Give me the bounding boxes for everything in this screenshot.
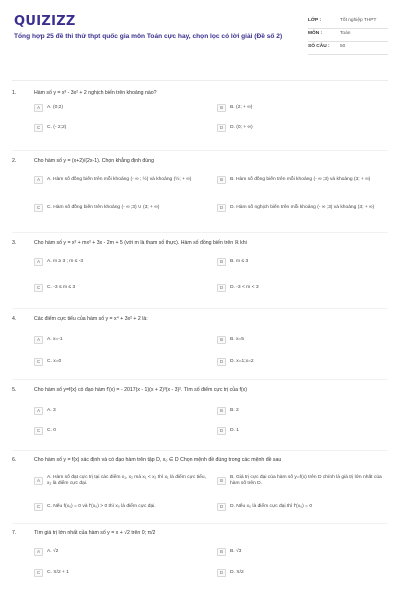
question-number: 6.	[12, 457, 17, 463]
option-letter-box: A	[34, 104, 43, 112]
option-text: C. x=0	[47, 359, 62, 364]
question-divider	[12, 379, 388, 380]
question-number: 3.	[12, 240, 17, 246]
option-letter-box: B	[217, 336, 226, 344]
option-a[interactable]	[34, 104, 204, 112]
question-7	[12, 528, 388, 575]
question-4	[12, 314, 388, 364]
option-a[interactable]	[34, 258, 204, 266]
option-c[interactable]	[34, 358, 204, 366]
option-letter-box: D	[217, 124, 226, 132]
document-title: Tổng hợp 25 đề thi thử thpt quốc gia môn Toán cực hay, chọn lọc có lời giải (Đề số 2)	[14, 33, 283, 40]
option-c[interactable]	[34, 503, 206, 511]
question-3	[12, 238, 388, 290]
option-d[interactable]	[217, 284, 387, 292]
option-text: A. (0;2)	[47, 105, 64, 110]
option-text: A. Hàm số đạt cực trị tại các điểm x₁, x₂ mà x₁ < x₂ thì x₁ là điểm cực tiểu, x₂ là điểm cực đại.	[47, 475, 206, 486]
document-header	[12, 10, 388, 72]
question-5	[12, 385, 388, 433]
option-letter-box: B	[217, 407, 226, 415]
meta-value: 50	[340, 44, 346, 49]
option-text: D. π/2	[230, 570, 244, 575]
question-text: Cho hàm số y = x³ + mx² + 3x - 2m + 5 (với m là tham số thực). Hàm số đồng biến trên ℝ khi	[34, 240, 247, 246]
option-c[interactable]	[34, 284, 204, 292]
meta-key: SỐ CÂU :	[308, 44, 330, 49]
option-text: A. √2	[47, 549, 59, 554]
option-a[interactable]	[34, 407, 204, 415]
option-text: C. π/2 + 1	[47, 570, 69, 575]
question-divider	[12, 232, 388, 233]
option-letter-box: B	[217, 104, 226, 112]
option-c[interactable]	[34, 569, 204, 577]
option-letter-box: D	[217, 284, 226, 292]
question-number: 5.	[12, 387, 17, 393]
option-b[interactable]	[217, 407, 387, 415]
option-text: A. m ≥ 3 ; m ≤ -3	[47, 259, 84, 264]
option-letter-box: C	[34, 204, 43, 212]
option-letter-box: D	[217, 427, 226, 435]
question-1	[12, 88, 388, 130]
question-number: 2.	[12, 158, 17, 164]
header-divider	[12, 80, 388, 81]
option-text: B. √3	[230, 549, 242, 554]
option-letter-box: B	[217, 176, 226, 184]
option-d[interactable]	[217, 204, 389, 212]
question-text: Tìm giá trị lớn nhất của hàm số y = x + √2 trên 0; π/2	[34, 530, 156, 536]
option-letter-box: A	[34, 548, 43, 556]
option-d[interactable]	[217, 569, 387, 577]
option-letter-box: C	[34, 124, 43, 132]
option-letter-box: A	[34, 477, 43, 485]
option-b[interactable]	[217, 475, 389, 487]
option-letter-box: C	[34, 427, 43, 435]
question-divider	[12, 450, 388, 451]
question-divider	[12, 308, 388, 309]
question-number: 7.	[12, 530, 17, 536]
option-letter-box: A	[34, 336, 43, 344]
option-letter-box: D	[217, 569, 226, 577]
option-text: D. Hàm số nghịch biến trên mỗi khoảng (- ∞ ;3) và khoảng (3; + ∞)	[230, 205, 375, 210]
option-text: C. (- 2;2)	[47, 125, 67, 130]
option-letter-box: A	[34, 258, 43, 266]
option-letter-box: C	[34, 569, 43, 577]
question-number: 1.	[12, 90, 17, 96]
option-b[interactable]	[217, 104, 387, 112]
option-c[interactable]	[34, 204, 206, 212]
option-text: D. (0; + ∞)	[230, 125, 253, 130]
option-letter-box: B	[217, 477, 226, 485]
option-d[interactable]	[217, 124, 387, 132]
question-text: Cho hàm số y = (x+2)/(2x-1). Chọn khẳng định đúng	[34, 158, 154, 164]
option-text: B. m ≤ 3	[230, 259, 249, 264]
option-letter-box: B	[217, 548, 226, 556]
option-text: C. -3 ≤ m ≤ 3	[47, 285, 76, 290]
meta-key: LỚP :	[308, 18, 322, 23]
meta-key: MÔN :	[308, 31, 323, 36]
option-d[interactable]	[217, 358, 387, 366]
option-letter-box: D	[217, 358, 226, 366]
question-2	[12, 156, 388, 210]
option-text: B. Hàm số đồng biến trên mỗi khoảng (- ∞ ;3) và khoảng (3; + ∞)	[230, 177, 371, 182]
option-c[interactable]	[34, 427, 204, 435]
option-letter-box: D	[217, 204, 226, 212]
question-divider	[12, 150, 388, 151]
option-letter-box: C	[34, 284, 43, 292]
option-text: A. x=-1	[47, 337, 63, 342]
option-letter-box: A	[34, 407, 43, 415]
option-text: C. Nếu f(x₀) = 0 và f'(x₀) > 0 thì x₀ là điểm cực đại.	[47, 504, 156, 509]
option-letter-box: D	[217, 503, 226, 511]
option-text: A. Hàm số đồng biến trên mỗi khoảng (- ∞ ; ½) và khoảng (½; + ∞)	[47, 177, 192, 182]
option-a[interactable]	[34, 176, 206, 184]
option-text: D. x=1;x=2	[230, 359, 254, 364]
option-letter-box: C	[34, 503, 43, 511]
option-b[interactable]	[217, 336, 387, 344]
option-text: C. 0	[47, 428, 56, 433]
option-b[interactable]	[217, 258, 387, 266]
question-divider	[12, 523, 388, 524]
option-a[interactable]	[34, 548, 204, 556]
question-6	[12, 455, 388, 509]
option-letter-box: A	[34, 176, 43, 184]
option-d[interactable]	[217, 427, 387, 435]
option-text: A. 3	[47, 408, 56, 413]
option-text: B. x=5	[230, 337, 245, 342]
meta-row-subject	[308, 29, 388, 42]
question-text: Hàm số y = x³ - 3x² + 2 nghịch biến trên khoảng nào?	[34, 90, 157, 96]
option-text: B. 2	[230, 408, 239, 413]
meta-row-count	[308, 42, 388, 55]
option-b[interactable]	[217, 548, 387, 556]
option-text: C. Hàm số đồng biến trên khoảng (- ∞ ;3) ∪ (3; + ∞)	[47, 205, 160, 210]
option-d[interactable]	[217, 503, 389, 511]
option-text: D. 1	[230, 428, 239, 433]
option-text: D. -3 < m < 3	[230, 285, 259, 290]
option-letter-box: C	[34, 358, 43, 366]
option-a[interactable]	[34, 475, 206, 487]
option-text: B. (2; + ∞)	[230, 105, 253, 110]
meta-row-class	[308, 16, 388, 29]
option-b[interactable]	[217, 176, 389, 184]
meta-table	[308, 16, 388, 55]
option-text: D. Nếu x₀ là điểm cực đại thì f'(x₀) = 0	[230, 504, 313, 509]
question-text: Cho hàm số y=f(x) có đạo hàm f'(x) = - 2017(x - 1)(x + 2)³(x - 3)². Tìm số điểm cực trị của f(x)	[34, 387, 247, 393]
option-letter-box: B	[217, 258, 226, 266]
question-text: Cho hàm số y = f(x) xác định và có đạo hàm trên tập D, x₀ ∈ D Chọn mệnh đề đúng trong các mệnh đề sau	[34, 457, 282, 463]
option-a[interactable]	[34, 336, 204, 344]
option-c[interactable]	[34, 124, 204, 132]
meta-value: Tốt nghiệp THPT	[340, 18, 377, 23]
question-text: Các điểm cực tiểu của hàm số y = x⁴ + 3x² + 2 là:	[34, 316, 148, 322]
option-text: B. Giá trị cực đại của hàm số y=f(x) trên D chính là giá trị lớn nhất của hàm số trên D.	[230, 475, 382, 486]
question-number: 4.	[12, 316, 17, 322]
quizizz-logo: QUIZIZZ	[14, 14, 76, 29]
meta-value: Toán	[340, 31, 351, 36]
